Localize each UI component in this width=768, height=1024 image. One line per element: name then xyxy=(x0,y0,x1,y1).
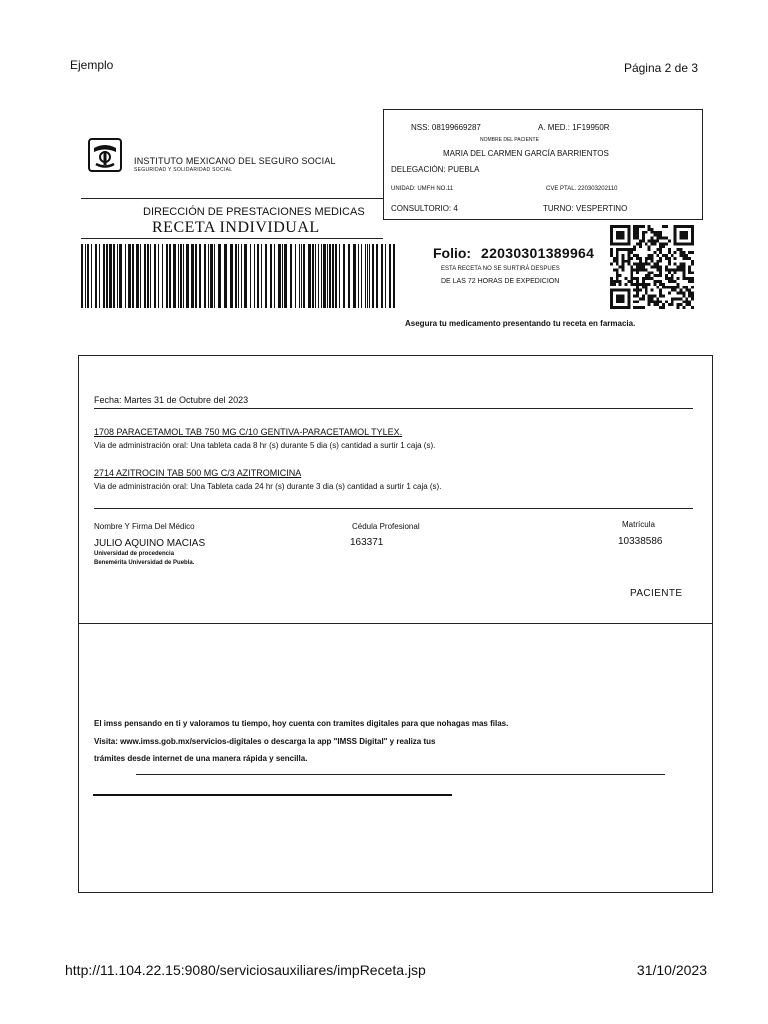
divider xyxy=(94,408,693,409)
barcode-icon xyxy=(81,244,395,308)
document-title: RECETA INDIVIDUAL xyxy=(152,219,320,236)
digital-services-message: Visita: www.imss.gob.mx/servicios-digitales o descarga la app "IMSS Digital" y realiza tus xyxy=(94,737,436,746)
copy-label: PACIENTE xyxy=(630,588,683,599)
university-name: Benemérita Universidad de Puebla. xyxy=(94,560,195,566)
signature-line xyxy=(93,794,452,796)
page-number: Página 2 de 3 xyxy=(623,61,698,75)
matricula-value: 10338586 xyxy=(618,536,663,547)
digital-services-message: El imss pensando en ti y valoramos tu tiempo, hoy cuenta con tramites digitales para que nohagas mas filas. xyxy=(94,719,509,728)
folio-warning: DE LAS 72 HORAS DE EXPEDICION xyxy=(441,278,560,285)
qr-code-icon xyxy=(610,225,694,309)
doctor-name-label: Nombre Y Firma Del Médico xyxy=(94,522,195,531)
folio-warning: ESTA RECETA NO SE SURTIRÁ DESPUES xyxy=(441,266,560,272)
university-label: Universidad de procedencia xyxy=(94,551,175,557)
cedula-value: 163371 xyxy=(350,537,384,548)
patient-a-med: A. MED.: 1F19950R xyxy=(538,123,610,132)
header-label: Ejemplo xyxy=(70,58,114,72)
institution-name: INSTITUTO MEXICANO DEL SEGURO SOCIAL xyxy=(134,156,336,166)
pharmacy-notice: Asegura tu medicamento presentando tu receta en farmacia. xyxy=(405,319,636,328)
medication-directions: Via de administración oral: Una Tableta cada 24 hr (s) durante 3 dia (s) cantidad a surtir 1 caja (s). xyxy=(94,482,442,491)
divider xyxy=(78,623,713,624)
footer-url: http://11.104.22.15:9080/serviciosauxiliares/impReceta.jsp xyxy=(65,962,426,978)
prescription-date: Fecha: Martes 31 de Octubre del 2023 xyxy=(94,395,249,405)
patient-name-label: NOMBRE DEL PACIENTE xyxy=(480,137,539,143)
patient-cve-ptal: CVE PTAL. 220303202110 xyxy=(546,186,618,192)
patient-consultorio: CONSULTORIO: 4 xyxy=(391,204,458,213)
footer-date: 31/10/2023 xyxy=(636,962,707,978)
matricula-label: Matrícula xyxy=(622,520,655,529)
cedula-label: Cédula Profesional xyxy=(352,522,420,531)
institution-subtitle: SEGURIDAD Y SOLIDARIDAD SOCIAL xyxy=(134,167,233,173)
digital-services-message: trámites desde internet de una manera rápida y sencilla. xyxy=(94,754,308,763)
patient-unidad: UNIDAD: UMFH NO.11 xyxy=(391,186,454,192)
imss-logo-icon xyxy=(88,138,122,172)
patient-name: MARIA DEL CARMEN GARCÍA BARRIENTOS xyxy=(443,149,609,158)
medication-directions: Via de administración oral: Una tableta cada 8 hr (s) durante 5 dia (s) cantidad a surtir 1 caja (s). xyxy=(94,441,436,450)
divider xyxy=(81,238,383,239)
divider xyxy=(94,508,693,509)
divider xyxy=(81,198,383,199)
doctor-name: JULIO AQUINO MACIAS xyxy=(94,538,206,549)
folio-label: Folio: xyxy=(433,245,472,261)
medication-name: 1708 PARACETAMOL TAB 750 MG C/10 GENTIVA-PARACETAMOL TYLEX. xyxy=(94,427,403,437)
patient-turno: TURNO: VESPERTINO xyxy=(543,204,628,213)
signature-line xyxy=(136,774,665,775)
patient-nss: NSS: 08199669287 xyxy=(411,123,481,132)
patient-delegacion: DELEGACIÓN: PUEBLA xyxy=(391,165,480,174)
folio-number: 22030301389964 xyxy=(481,245,595,261)
department-name: DIRECCIÓN DE PRESTACIONES MEDICAS xyxy=(143,206,365,218)
medication-name: 2714 AZITROCIN TAB 500 MG C/3 AZITROMICINA xyxy=(94,468,302,478)
